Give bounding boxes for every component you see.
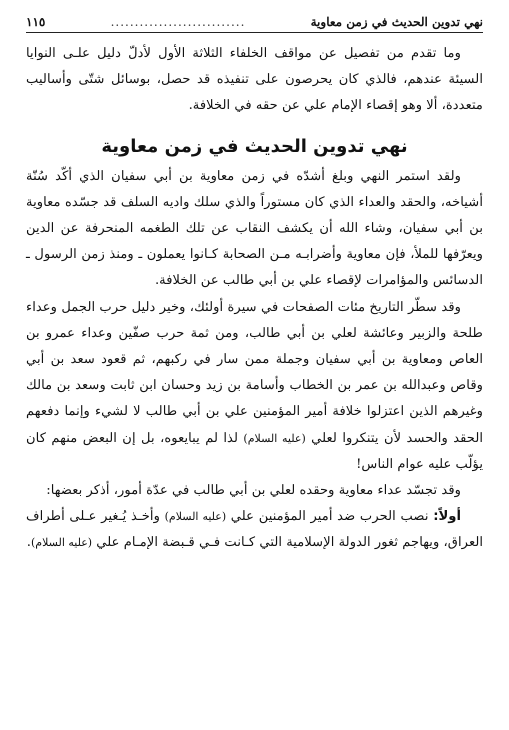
document-page — [26, 14, 483, 720]
honorific-mark: (عليه السلام) — [30, 536, 93, 550]
paragraph-2-tail: لذا لم يبايعوه، بل إن البعض منهم كان يؤلّب عليه عوام الناس! — [26, 430, 483, 472]
section-paragraph-1: ولقد استمر النهي وبلغ أشدّه في زمن معاوية بن أبي سفيان الذي أكّد سُنّة أشياخه، والحقد والعداء الذي كان مستوراً والذي سلك واديه السلف قد جسّده معاوية بن أبي سفيان، وشاء الله أن يكشف النقاب عن تلك الطغمه المنحرفة عن الدين ويعرّفها للملأ، فإن معاوية وأضرابـه مـن الصحابة كـانوا يعملون ـ ومنذ زمن الرسول ـ الدسائس والمؤامرات لإقصاء علي بن أبي طالب عن الخلافة. — [26, 168, 483, 289]
section-title: نهي تدوين الحديث في زمن معاوية — [101, 135, 408, 157]
running-header — [26, 14, 483, 33]
point-1-label: أولاً: — [433, 509, 461, 525]
paragraph-2-main: وقد سطّر التاريخ مئات الصفحات في سيرة أولئك، وخير دليل حرب الجمل وعداء طلحة والزبير وعائشة لعلي بن أبي طالب، ومن ثمة حرب صفّين وعداء عمرو بن العاص ومعاوية بن أبي سفيان وجملة ممن سار في ركبهم، ثم قعود سعد بن أبي وقاص وعبدالله بن عمر بن الخطاب وأسامة بن زيد وحسان ابن ثابت وسعد بن مالك وغيرهم الذين اعتزلوا خلافة أمير المؤمنين علي بن أبي طالب لا لشيء وإنما دفعهم الحقد والحسد لأن يتنكروا لعلي — [26, 299, 484, 446]
point-1-paragraph — [26, 504, 483, 556]
page-number: ١١٥ — [26, 15, 46, 29]
point-1-end: . — [26, 535, 31, 551]
point-1-text-a: نصب الحرب ضد أمير المؤمنين علي — [226, 509, 434, 525]
honorific-mark: (عليه السلام) — [243, 431, 306, 445]
section-paragraph-2 — [26, 295, 483, 478]
running-title: نهي تدوين الحديث في زمن معاوية — [310, 15, 483, 29]
header-leader-dots: ............................ — [110, 15, 246, 29]
honorific-mark: (عليه السلام) — [164, 510, 227, 524]
section-paragraph-3: وقد تجسّد عداء معاوية وحقده لعلي بن أبي طالب في عدّة أمور، أذكر بعضها: — [46, 483, 461, 499]
point-1-text-b: وأخـذ يُـغير عـلى أطراف العراق، ويهاجم ثغور الدولة الإسلامية التي كـانت فـي قـبضة الإمـام علي — [26, 509, 483, 551]
intro-paragraph: وما تقدم من تفصيل عن مواقف الخلفاء الثلاثة الأول لأدلّ دليل علـى النوايا السيئة عندهم، فالذي كان يحرصون على تنفيذه قد حصل، بوسائل شتّى وأساليب متعددة، ألا وهو إقصاء الإمام علي عن حقه في الخلافة. — [26, 46, 483, 114]
